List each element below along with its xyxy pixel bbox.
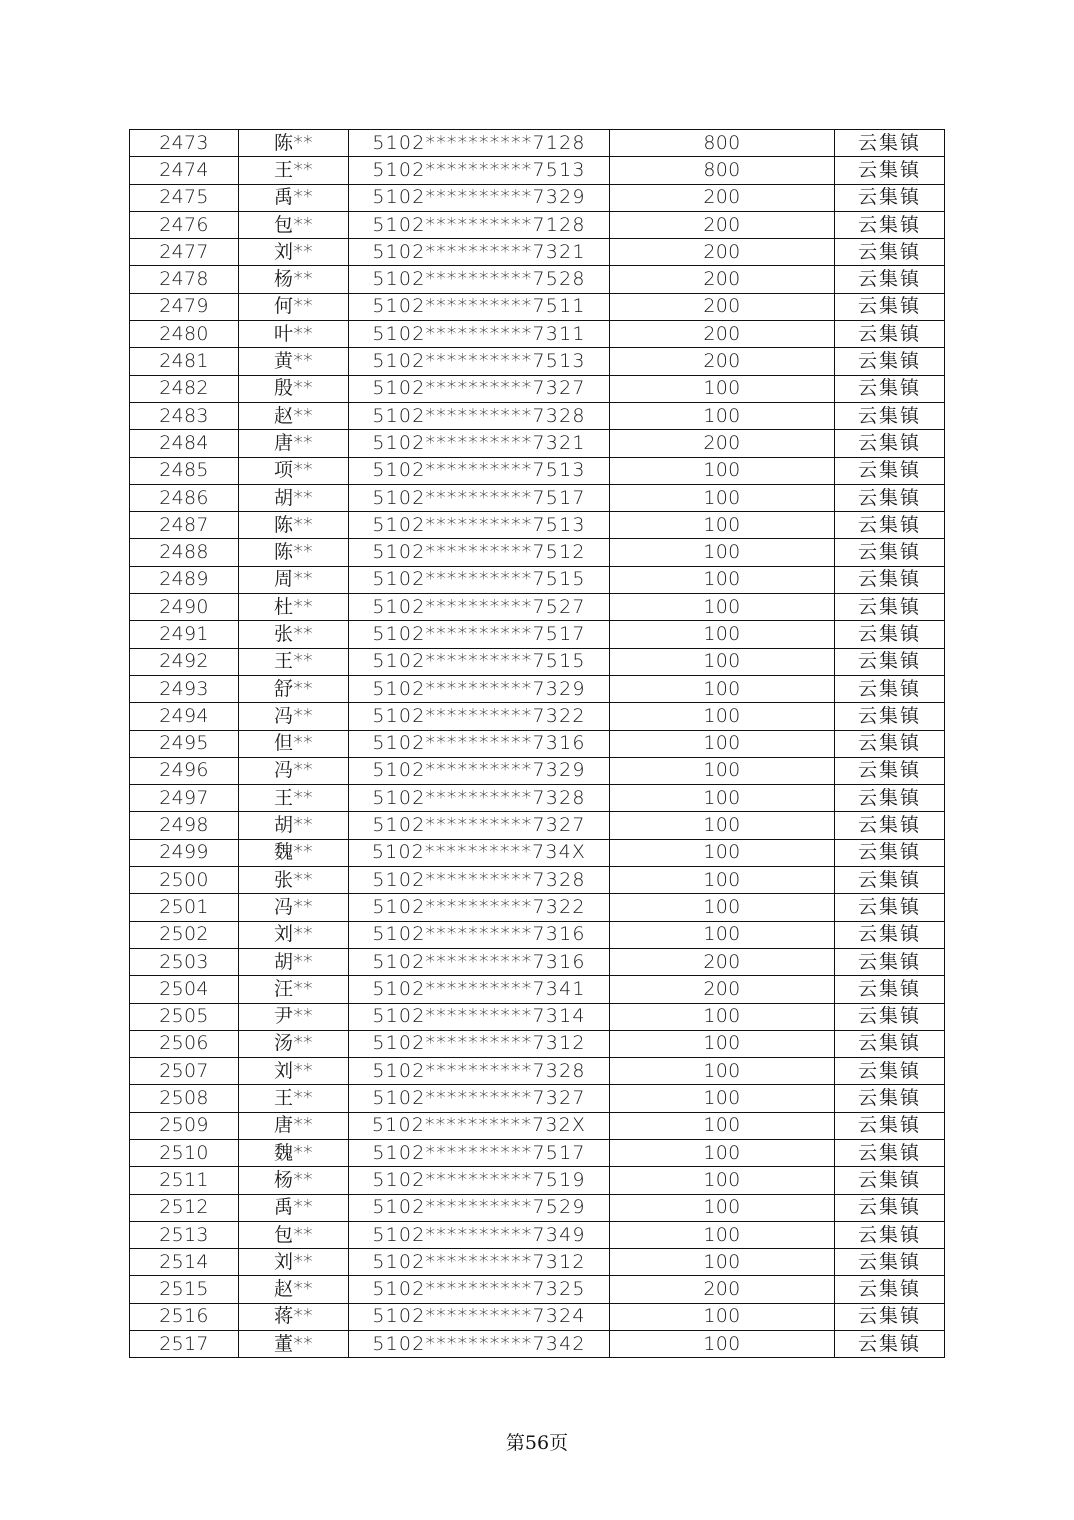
amount-cell: 100 xyxy=(610,785,835,812)
row-number-cell: 2496 xyxy=(130,757,239,784)
row-number-cell: 2494 xyxy=(130,703,239,730)
table-row xyxy=(130,430,945,457)
amount-cell: 100 xyxy=(610,730,835,757)
town-cell: 云集镇 xyxy=(835,1331,945,1358)
row-number-cell: 2508 xyxy=(130,1085,239,1112)
town-cell: 云集镇 xyxy=(835,948,945,975)
table-row xyxy=(130,1085,945,1112)
table-row xyxy=(130,1112,945,1139)
town-cell: 云集镇 xyxy=(835,157,945,184)
row-number-cell: 2490 xyxy=(130,594,239,621)
row-number-cell: 2516 xyxy=(130,1303,239,1330)
id-number-cell: 5102**********7321 xyxy=(349,430,610,457)
table-row xyxy=(130,921,945,948)
table-row xyxy=(130,484,945,511)
id-number-cell: 5102**********7517 xyxy=(349,1139,610,1166)
town-cell: 云集镇 xyxy=(835,757,945,784)
row-number-cell: 2515 xyxy=(130,1276,239,1303)
table-row xyxy=(130,703,945,730)
table-row xyxy=(130,1139,945,1166)
amount-cell: 200 xyxy=(610,293,835,320)
row-number-cell: 2483 xyxy=(130,402,239,429)
amount-cell: 100 xyxy=(610,1194,835,1221)
amount-cell: 100 xyxy=(610,675,835,702)
amount-cell: 100 xyxy=(610,1249,835,1276)
town-cell: 云集镇 xyxy=(835,675,945,702)
town-cell: 云集镇 xyxy=(835,1085,945,1112)
amount-cell: 800 xyxy=(610,130,835,157)
town-cell: 云集镇 xyxy=(835,130,945,157)
town-cell: 云集镇 xyxy=(835,239,945,266)
name-cell: 何** xyxy=(239,293,349,320)
id-number-cell: 5102**********7341 xyxy=(349,976,610,1003)
amount-cell: 200 xyxy=(610,211,835,238)
town-cell: 云集镇 xyxy=(835,648,945,675)
row-number-cell: 2476 xyxy=(130,211,239,238)
amount-cell: 200 xyxy=(610,348,835,375)
name-cell: 赵** xyxy=(239,1276,349,1303)
table-row xyxy=(130,239,945,266)
town-cell: 云集镇 xyxy=(835,839,945,866)
amount-cell: 100 xyxy=(610,1167,835,1194)
name-cell: 王** xyxy=(239,648,349,675)
name-cell: 汪** xyxy=(239,976,349,1003)
town-cell: 云集镇 xyxy=(835,1303,945,1330)
row-number-cell: 2510 xyxy=(130,1139,239,1166)
table-row xyxy=(130,184,945,211)
town-cell: 云集镇 xyxy=(835,539,945,566)
name-cell: 杨** xyxy=(239,266,349,293)
id-number-cell: 5102**********7517 xyxy=(349,621,610,648)
id-number-cell: 5102**********7322 xyxy=(349,894,610,921)
row-number-cell: 2478 xyxy=(130,266,239,293)
page-number: 第56页 xyxy=(505,1432,569,1454)
table-row xyxy=(130,621,945,648)
town-cell: 云集镇 xyxy=(835,184,945,211)
name-cell: 冯** xyxy=(239,894,349,921)
row-number-cell: 2506 xyxy=(130,1030,239,1057)
table-row xyxy=(130,867,945,894)
amount-cell: 100 xyxy=(610,921,835,948)
id-number-cell: 5102**********7515 xyxy=(349,648,610,675)
name-cell: 刘** xyxy=(239,1249,349,1276)
id-number-cell: 5102**********7327 xyxy=(349,1085,610,1112)
id-number-cell: 5102**********7512 xyxy=(349,539,610,566)
id-number-cell: 5102**********7321 xyxy=(349,239,610,266)
row-number-cell: 2495 xyxy=(130,730,239,757)
row-number-cell: 2489 xyxy=(130,566,239,593)
row-number-cell: 2517 xyxy=(130,1331,239,1358)
name-cell: 叶** xyxy=(239,321,349,348)
town-cell: 云集镇 xyxy=(835,484,945,511)
id-number-cell: 5102**********7327 xyxy=(349,375,610,402)
id-number-cell: 5102**********7349 xyxy=(349,1221,610,1248)
table-row xyxy=(130,1303,945,1330)
row-number-cell: 2507 xyxy=(130,1058,239,1085)
name-cell: 张** xyxy=(239,621,349,648)
amount-cell: 100 xyxy=(610,867,835,894)
id-number-cell: 5102**********7515 xyxy=(349,566,610,593)
amount-cell: 100 xyxy=(610,402,835,429)
town-cell: 云集镇 xyxy=(835,1221,945,1248)
town-cell: 云集镇 xyxy=(835,375,945,402)
amount-cell: 100 xyxy=(610,1003,835,1030)
table-row xyxy=(130,812,945,839)
id-number-cell: 5102**********7513 xyxy=(349,512,610,539)
row-number-cell: 2477 xyxy=(130,239,239,266)
table-row xyxy=(130,948,945,975)
amount-cell: 100 xyxy=(610,894,835,921)
id-number-cell: 5102**********732X xyxy=(349,1112,610,1139)
name-cell: 包** xyxy=(239,1221,349,1248)
id-number-cell: 5102**********7519 xyxy=(349,1167,610,1194)
name-cell: 杨** xyxy=(239,1167,349,1194)
id-number-cell: 5102**********7342 xyxy=(349,1331,610,1358)
amount-cell: 200 xyxy=(610,976,835,1003)
table-row xyxy=(130,976,945,1003)
row-number-cell: 2475 xyxy=(130,184,239,211)
row-number-cell: 2502 xyxy=(130,921,239,948)
town-cell: 云集镇 xyxy=(835,566,945,593)
table-row xyxy=(130,1221,945,1248)
table-row xyxy=(130,839,945,866)
town-cell: 云集镇 xyxy=(835,211,945,238)
amount-cell: 200 xyxy=(610,184,835,211)
town-cell: 云集镇 xyxy=(835,1276,945,1303)
id-number-cell: 5102**********7517 xyxy=(349,484,610,511)
town-cell: 云集镇 xyxy=(835,457,945,484)
row-number-cell: 2505 xyxy=(130,1003,239,1030)
name-cell: 尹** xyxy=(239,1003,349,1030)
table-row xyxy=(130,1194,945,1221)
name-cell: 刘** xyxy=(239,239,349,266)
amount-cell: 100 xyxy=(610,812,835,839)
id-number-cell: 5102**********7511 xyxy=(349,293,610,320)
amount-cell: 100 xyxy=(610,1221,835,1248)
id-number-cell: 5102**********7329 xyxy=(349,757,610,784)
amount-cell: 100 xyxy=(610,1331,835,1358)
id-number-cell: 5102**********7328 xyxy=(349,785,610,812)
table-row xyxy=(130,293,945,320)
name-cell: 王** xyxy=(239,157,349,184)
name-cell: 殷** xyxy=(239,375,349,402)
id-number-cell: 5102**********7327 xyxy=(349,812,610,839)
id-number-cell: 5102**********7527 xyxy=(349,594,610,621)
table-row xyxy=(130,648,945,675)
id-number-cell: 5102**********7513 xyxy=(349,348,610,375)
town-cell: 云集镇 xyxy=(835,1030,945,1057)
amount-cell: 100 xyxy=(610,594,835,621)
name-cell: 刘** xyxy=(239,921,349,948)
id-number-cell: 5102**********7328 xyxy=(349,1058,610,1085)
name-cell: 董** xyxy=(239,1331,349,1358)
table-row xyxy=(130,730,945,757)
row-number-cell: 2488 xyxy=(130,539,239,566)
table-row xyxy=(130,675,945,702)
amount-cell: 100 xyxy=(610,566,835,593)
row-number-cell: 2511 xyxy=(130,1167,239,1194)
town-cell: 云集镇 xyxy=(835,348,945,375)
table-row xyxy=(130,1003,945,1030)
id-number-cell: 5102**********7316 xyxy=(349,921,610,948)
town-cell: 云集镇 xyxy=(835,402,945,429)
id-number-cell: 5102**********7128 xyxy=(349,130,610,157)
name-cell: 陈** xyxy=(239,512,349,539)
name-cell: 禹** xyxy=(239,1194,349,1221)
table-row xyxy=(130,402,945,429)
table-row xyxy=(130,1030,945,1057)
row-number-cell: 2504 xyxy=(130,976,239,1003)
table-body xyxy=(130,130,945,1358)
name-cell: 陈** xyxy=(239,130,349,157)
amount-cell: 100 xyxy=(610,1139,835,1166)
town-cell: 云集镇 xyxy=(835,293,945,320)
table-row xyxy=(130,375,945,402)
name-cell: 汤** xyxy=(239,1030,349,1057)
table-row xyxy=(130,1058,945,1085)
row-number-cell: 2481 xyxy=(130,348,239,375)
amount-cell: 100 xyxy=(610,703,835,730)
town-cell: 云集镇 xyxy=(835,785,945,812)
row-number-cell: 2498 xyxy=(130,812,239,839)
id-number-cell: 5102**********7316 xyxy=(349,948,610,975)
name-cell: 赵** xyxy=(239,402,349,429)
amount-cell: 200 xyxy=(610,1276,835,1303)
table-row xyxy=(130,157,945,184)
name-cell: 杜** xyxy=(239,594,349,621)
table-row xyxy=(130,785,945,812)
table-row xyxy=(130,1276,945,1303)
name-cell: 冯** xyxy=(239,703,349,730)
table-row xyxy=(130,1249,945,1276)
amount-cell: 100 xyxy=(610,539,835,566)
town-cell: 云集镇 xyxy=(835,1249,945,1276)
amount-cell: 100 xyxy=(610,757,835,784)
town-cell: 云集镇 xyxy=(835,1003,945,1030)
table-row xyxy=(130,321,945,348)
amount-cell: 100 xyxy=(610,1303,835,1330)
amount-cell: 100 xyxy=(610,1085,835,1112)
table-row xyxy=(130,1331,945,1358)
row-number-cell: 2514 xyxy=(130,1249,239,1276)
row-number-cell: 2487 xyxy=(130,512,239,539)
data-table xyxy=(129,129,945,1358)
town-cell: 云集镇 xyxy=(835,430,945,457)
table-row xyxy=(130,348,945,375)
id-number-cell: 5102**********7324 xyxy=(349,1303,610,1330)
town-cell: 云集镇 xyxy=(835,921,945,948)
id-number-cell: 5102**********7128 xyxy=(349,211,610,238)
amount-cell: 800 xyxy=(610,157,835,184)
town-cell: 云集镇 xyxy=(835,1058,945,1085)
table-row xyxy=(130,1167,945,1194)
id-number-cell: 5102**********7328 xyxy=(349,402,610,429)
table-row xyxy=(130,266,945,293)
id-number-cell: 5102**********7528 xyxy=(349,266,610,293)
row-number-cell: 2484 xyxy=(130,430,239,457)
amount-cell: 200 xyxy=(610,239,835,266)
name-cell: 胡** xyxy=(239,812,349,839)
row-number-cell: 2485 xyxy=(130,457,239,484)
town-cell: 云集镇 xyxy=(835,1194,945,1221)
id-number-cell: 5102**********7329 xyxy=(349,675,610,702)
name-cell: 项** xyxy=(239,457,349,484)
id-number-cell: 5102**********7325 xyxy=(349,1276,610,1303)
row-number-cell: 2500 xyxy=(130,867,239,894)
id-number-cell: 5102**********7513 xyxy=(349,157,610,184)
town-cell: 云集镇 xyxy=(835,867,945,894)
row-number-cell: 2512 xyxy=(130,1194,239,1221)
amount-cell: 100 xyxy=(610,457,835,484)
amount-cell: 100 xyxy=(610,1112,835,1139)
id-number-cell: 5102**********7314 xyxy=(349,1003,610,1030)
table-row xyxy=(130,512,945,539)
town-cell: 云集镇 xyxy=(835,266,945,293)
row-number-cell: 2486 xyxy=(130,484,239,511)
row-number-cell: 2509 xyxy=(130,1112,239,1139)
name-cell: 王** xyxy=(239,1085,349,1112)
amount-cell: 100 xyxy=(610,1030,835,1057)
town-cell: 云集镇 xyxy=(835,976,945,1003)
name-cell: 张** xyxy=(239,867,349,894)
town-cell: 云集镇 xyxy=(835,512,945,539)
table-row xyxy=(130,894,945,921)
table-row xyxy=(130,539,945,566)
row-number-cell: 2493 xyxy=(130,675,239,702)
amount-cell: 100 xyxy=(610,648,835,675)
name-cell: 魏** xyxy=(239,1139,349,1166)
town-cell: 云集镇 xyxy=(835,621,945,648)
id-number-cell: 5102**********7311 xyxy=(349,321,610,348)
row-number-cell: 2513 xyxy=(130,1221,239,1248)
amount-cell: 200 xyxy=(610,266,835,293)
id-number-cell: 5102**********7513 xyxy=(349,457,610,484)
row-number-cell: 2480 xyxy=(130,321,239,348)
amount-cell: 100 xyxy=(610,484,835,511)
id-number-cell: 5102**********7312 xyxy=(349,1249,610,1276)
name-cell: 魏** xyxy=(239,839,349,866)
name-cell: 刘** xyxy=(239,1058,349,1085)
row-number-cell: 2479 xyxy=(130,293,239,320)
name-cell: 唐** xyxy=(239,1112,349,1139)
table-row xyxy=(130,211,945,238)
row-number-cell: 2474 xyxy=(130,157,239,184)
row-number-cell: 2492 xyxy=(130,648,239,675)
amount-cell: 200 xyxy=(610,430,835,457)
amount-cell: 100 xyxy=(610,512,835,539)
name-cell: 冯** xyxy=(239,757,349,784)
name-cell: 唐** xyxy=(239,430,349,457)
name-cell: 禹** xyxy=(239,184,349,211)
id-number-cell: 5102**********7312 xyxy=(349,1030,610,1057)
town-cell: 云集镇 xyxy=(835,594,945,621)
row-number-cell: 2473 xyxy=(130,130,239,157)
table-row xyxy=(130,594,945,621)
table-row xyxy=(130,130,945,157)
amount-cell: 100 xyxy=(610,621,835,648)
id-number-cell: 5102**********7328 xyxy=(349,867,610,894)
name-cell: 舒** xyxy=(239,675,349,702)
id-number-cell: 5102**********734X xyxy=(349,839,610,866)
id-number-cell: 5102**********7316 xyxy=(349,730,610,757)
town-cell: 云集镇 xyxy=(835,1139,945,1166)
table-row xyxy=(130,757,945,784)
row-number-cell: 2503 xyxy=(130,948,239,975)
table-row xyxy=(130,566,945,593)
id-number-cell: 5102**********7529 xyxy=(349,1194,610,1221)
town-cell: 云集镇 xyxy=(835,894,945,921)
row-number-cell: 2491 xyxy=(130,621,239,648)
amount-cell: 100 xyxy=(610,1058,835,1085)
town-cell: 云集镇 xyxy=(835,1167,945,1194)
name-cell: 蒋** xyxy=(239,1303,349,1330)
row-number-cell: 2501 xyxy=(130,894,239,921)
town-cell: 云集镇 xyxy=(835,730,945,757)
name-cell: 包** xyxy=(239,211,349,238)
id-number-cell: 5102**********7329 xyxy=(349,184,610,211)
town-cell: 云集镇 xyxy=(835,812,945,839)
name-cell: 胡** xyxy=(239,484,349,511)
table-row xyxy=(130,457,945,484)
row-number-cell: 2482 xyxy=(130,375,239,402)
name-cell: 胡** xyxy=(239,948,349,975)
name-cell: 王** xyxy=(239,785,349,812)
name-cell: 周** xyxy=(239,566,349,593)
amount-cell: 200 xyxy=(610,948,835,975)
town-cell: 云集镇 xyxy=(835,703,945,730)
id-number-cell: 5102**********7322 xyxy=(349,703,610,730)
amount-cell: 100 xyxy=(610,839,835,866)
row-number-cell: 2497 xyxy=(130,785,239,812)
name-cell: 但** xyxy=(239,730,349,757)
town-cell: 云集镇 xyxy=(835,321,945,348)
name-cell: 黄** xyxy=(239,348,349,375)
amount-cell: 100 xyxy=(610,375,835,402)
town-cell: 云集镇 xyxy=(835,1112,945,1139)
amount-cell: 200 xyxy=(610,321,835,348)
name-cell: 陈** xyxy=(239,539,349,566)
row-number-cell: 2499 xyxy=(130,839,239,866)
